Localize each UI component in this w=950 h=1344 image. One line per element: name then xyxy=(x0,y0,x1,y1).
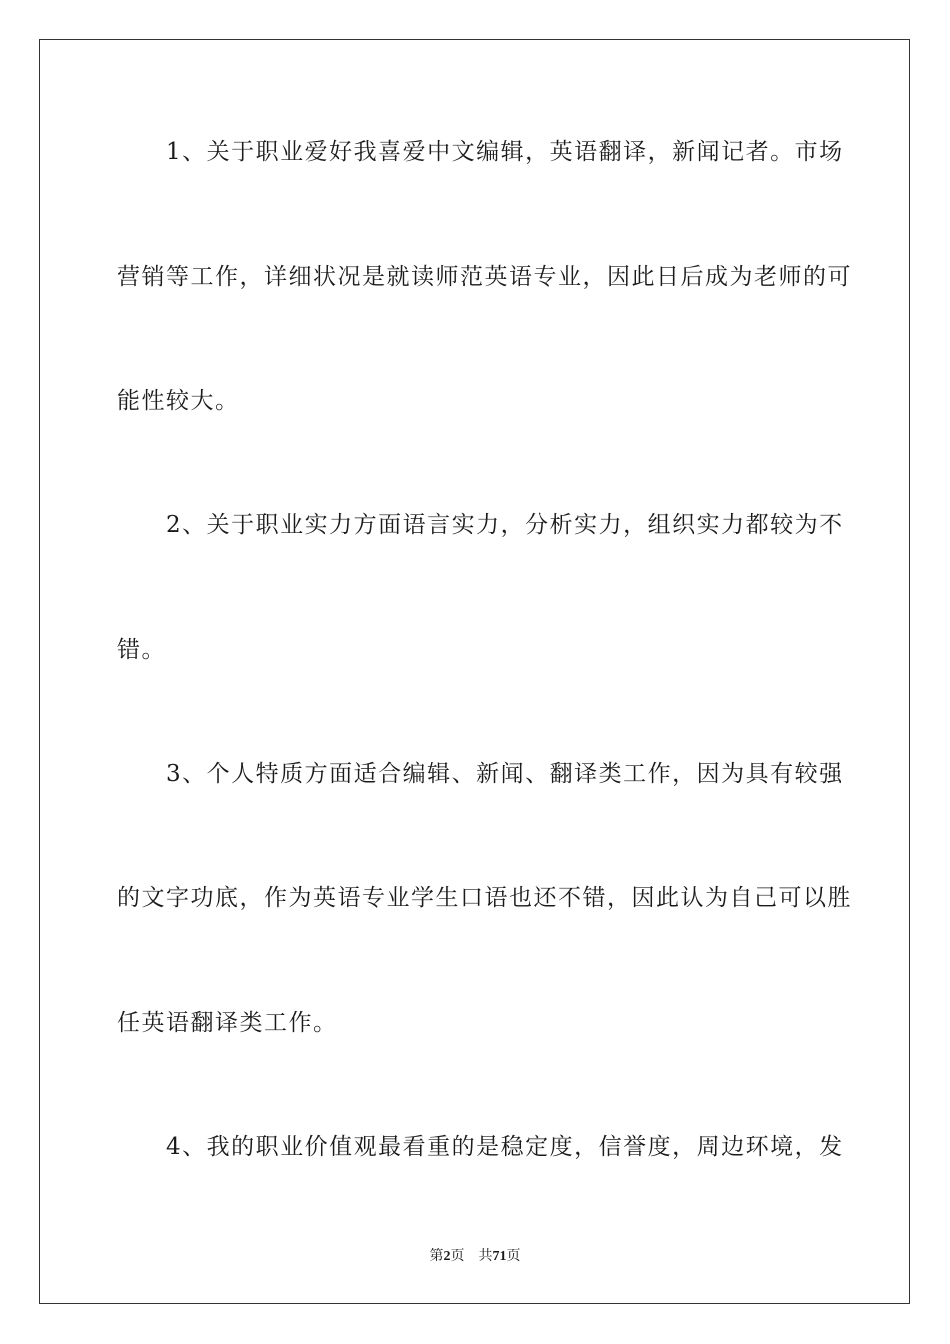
paragraph-2-line-1: 2、关于职业实力方面语言实力，分析实力，组织实力都较为不 xyxy=(117,512,844,538)
page-footer xyxy=(0,1247,950,1266)
paragraph-2-line-2: 错。 xyxy=(117,637,166,663)
paragraph-1-line-1: 1、关于职业爱好我喜爱中文编辑，英语翻译，新闻记者。市场 xyxy=(117,139,844,165)
footer-total-pages: 71 xyxy=(492,1249,507,1264)
page-border xyxy=(39,39,910,1304)
paragraph-3-line-1: 3、个人特质方面适合编辑、新闻、翻译类工作，因为具有较强 xyxy=(117,761,844,787)
paragraph-1-line-3: 能性较大。 xyxy=(117,388,240,414)
footer-page-suffix: 页 xyxy=(450,1248,465,1264)
footer-page-prefix: 第 xyxy=(429,1248,444,1264)
footer-page-number: 2 xyxy=(443,1249,451,1264)
footer-total-suffix: 页 xyxy=(506,1248,521,1264)
paragraph-3-line-3: 任英语翻译类工作。 xyxy=(117,1010,338,1036)
paragraph-4-line-1: 4、我的职业价值观最看重的是稳定度，信誉度，周边环境，发 xyxy=(117,1134,844,1160)
footer-total-prefix: 共 xyxy=(478,1248,493,1264)
paragraph-3-line-2: 的文字功底，作为英语专业学生口语也还不错，因此认为自己可以胜 xyxy=(117,885,852,911)
paragraph-1-line-2: 营销等工作，详细状况是就读师范英语专业，因此日后成为老师的可 xyxy=(117,264,852,290)
